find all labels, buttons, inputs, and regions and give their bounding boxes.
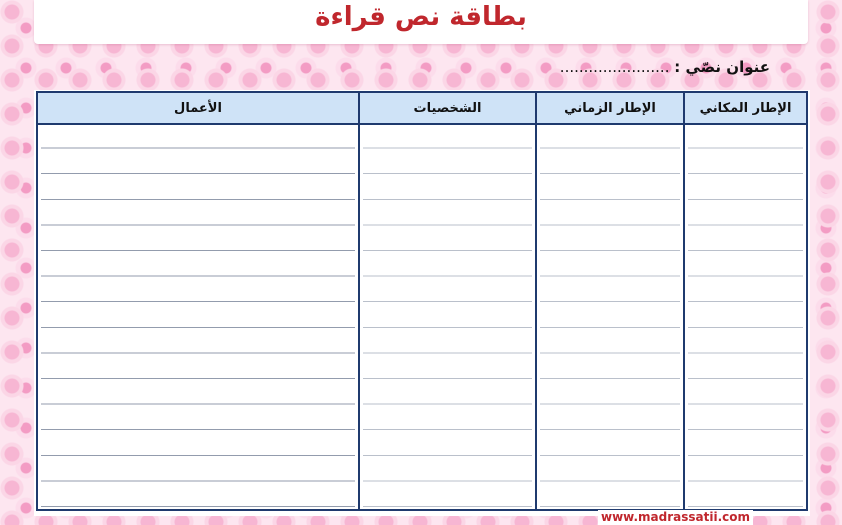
- page-title: بطاقة نص قراءة: [315, 2, 527, 32]
- column-time: [535, 93, 683, 509]
- header-time: الإطار الزماني: [537, 93, 683, 125]
- title-banner: [34, 0, 808, 44]
- ruled-lines-place[interactable]: [688, 123, 803, 509]
- reading-card-table: [36, 91, 808, 511]
- ruled-lines-actions[interactable]: [41, 123, 355, 509]
- text-title-label: عنوان نصّي :: [674, 58, 770, 76]
- ruled-lines-characters[interactable]: [363, 123, 532, 509]
- column-place: [683, 93, 806, 509]
- column-characters: [358, 93, 535, 509]
- text-title-blank[interactable]: .......................: [559, 58, 670, 76]
- text-title-field: [560, 58, 770, 76]
- header-characters: الشخصيات: [360, 93, 535, 125]
- header-place: الإطار المكاني: [685, 93, 806, 125]
- ruled-lines-time[interactable]: [540, 123, 680, 509]
- website-link[interactable]: www.madrassatii.com: [598, 510, 753, 525]
- header-actions: الأعمال: [38, 93, 358, 125]
- column-actions: [38, 93, 358, 509]
